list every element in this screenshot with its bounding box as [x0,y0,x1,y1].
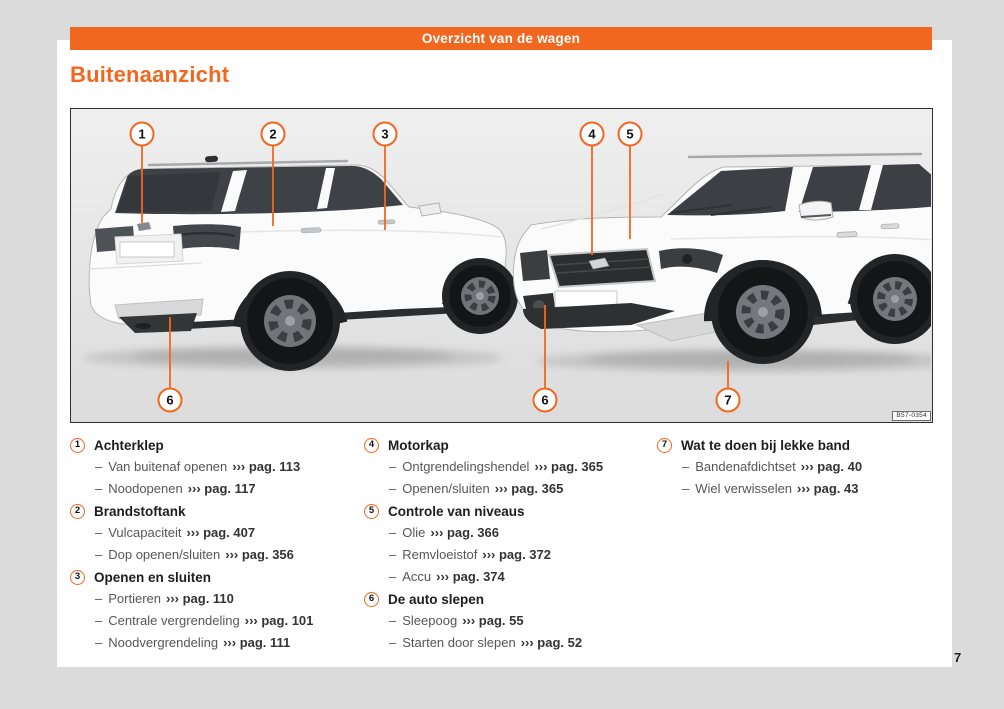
callout-number: 1 [138,126,146,142]
callout-number: 5 [626,126,634,142]
subitem-page-reference: ››› pag. 356 [225,547,294,562]
legend-item [657,434,949,500]
page-number: 7 [954,650,962,665]
vehicle-illustration-svg [71,109,931,421]
subitem-label: Wiel verwisselen [695,481,793,496]
figure-code-label: B57-0354 [892,411,931,421]
subitem-page-reference: ››› pag. 365 [534,459,604,474]
legend-item-heading [70,434,362,456]
legend-subitem [657,456,949,478]
item-number-badge: 5 [364,504,379,519]
legend-item [70,434,362,500]
subitem-label: Bandenafdichtset [695,459,796,474]
subitem-dash: – [95,525,103,540]
subitem-dash: – [389,547,397,562]
subitem-page-reference: ››› pag. 117 [187,481,256,496]
legend-subitem [70,610,362,632]
subitem-dash: – [95,635,103,650]
subitem-page-reference: ››› pag. 407 [186,525,256,540]
subitem-label: Accu [402,569,432,584]
item-number-badge: 6 [364,592,379,607]
legend-subitem [364,610,656,632]
legend-column-3 [657,434,949,500]
item-number-badge: 7 [657,438,672,453]
subitem-page-reference: ››› pag. 372 [482,547,551,562]
subitem-label: Centrale vergrendeling [108,613,240,628]
subitem-label: Sleepoog [402,613,458,628]
legend-item-heading [70,566,362,588]
legend-subitem [364,456,656,478]
legend-item-heading [364,588,656,610]
subitem-page-reference: ››› pag. 110 [165,591,234,606]
subitem-page-reference: ››› pag. 374 [436,569,505,584]
chapter-header-label: Overzicht van de wagen [421,31,581,46]
item-number-badge: 4 [364,438,379,453]
legend-subitem [364,632,656,654]
rear-view-illustration [83,156,518,371]
subitem-label: Van buitenaf openen [108,459,228,474]
callout-number: 2 [269,126,277,142]
callout-number: 7 [724,392,732,408]
page-title: Buitenaanzicht [70,62,230,87]
subitem-label: Vulcapaciteit [108,525,182,540]
legend-item-heading [364,500,656,522]
item-title: Openen en sluiten [94,569,212,585]
subitem-dash: – [95,481,103,496]
callout-number: 6 [541,392,549,408]
subitem-label: Dop openen/sluiten [108,547,221,562]
subitem-label: Openen/sluiten [402,481,490,496]
subitem-dash: – [389,525,397,540]
subitem-dash: – [389,481,397,496]
legend-item [70,566,362,654]
subitem-page-reference: ››› pag. 365 [494,481,564,496]
subitem-dash: – [682,459,690,474]
legend-subitem [70,632,362,654]
subitem-page-reference: ››› pag. 113 [232,459,301,474]
item-title: Controle van niveaus [388,503,525,519]
callout-number: 4 [588,126,596,142]
item-title: De auto slepen [388,591,485,607]
legend-column-1 [70,434,362,654]
subitem-dash: – [389,459,397,474]
legend-subitem [70,522,362,544]
subitem-page-reference: ››› pag. 55 [462,613,524,628]
subitem-page-reference: ››› pag. 40 [800,459,863,474]
legend-subitem [657,478,949,500]
legend-subitem [364,522,656,544]
callout-number: 6 [166,392,174,408]
legend-item-heading [364,434,656,456]
legend-subitem [364,478,656,500]
item-title: Wat te doen bij lekke band [681,437,851,453]
item-title: Brandstoftank [94,503,186,519]
legend-column-2 [364,434,656,654]
item-title: Motorkap [388,437,449,453]
legend-subitem [364,544,656,566]
subitem-dash: – [682,481,690,496]
subitem-dash: – [95,613,103,628]
subitem-dash: – [95,591,103,606]
legend-item-heading [70,500,362,522]
subitem-label: Noodopenen [108,481,183,496]
subitem-page-reference: ››› pag. 366 [430,525,499,540]
legend-item [364,434,656,500]
subitem-page-reference: ››› pag. 43 [797,481,859,496]
legend-subitem [70,588,362,610]
item-number-badge: 2 [70,504,85,519]
subitem-label: Olie [402,525,426,540]
item-number-badge: 1 [70,438,85,453]
chapter-header-bar [70,27,932,50]
legend-subitem [70,544,362,566]
subitem-label: Ontgrendelingshendel [402,459,530,474]
legend-item [364,500,656,588]
legend-subitem [364,566,656,588]
subitem-dash: – [95,459,103,474]
subitem-dash: – [389,569,397,584]
subitem-dash: – [389,613,397,628]
subitem-label: Noodvergrendeling [108,635,219,650]
subitem-page-reference: ››› pag. 52 [520,635,583,650]
callout-number: 3 [381,126,389,142]
vehicle-figure [70,108,933,423]
front-view-illustration [513,154,931,372]
legend-item [70,500,362,566]
legend-subitem [70,478,362,500]
legend-item [364,588,656,654]
subitem-label: Remvloeistof [402,547,478,562]
subitem-page-reference: ››› pag. 101 [244,613,314,628]
subitem-label: Portieren [108,591,161,606]
subitem-label: Starten door slepen [402,635,516,650]
subitem-page-reference: ››› pag. 111 [223,635,291,650]
subitem-dash: – [95,547,103,562]
legend-subitem [70,456,362,478]
legend-item-heading [657,434,949,456]
subitem-dash: – [389,635,397,650]
item-title: Achterklep [94,437,164,453]
item-number-badge: 3 [70,570,85,585]
